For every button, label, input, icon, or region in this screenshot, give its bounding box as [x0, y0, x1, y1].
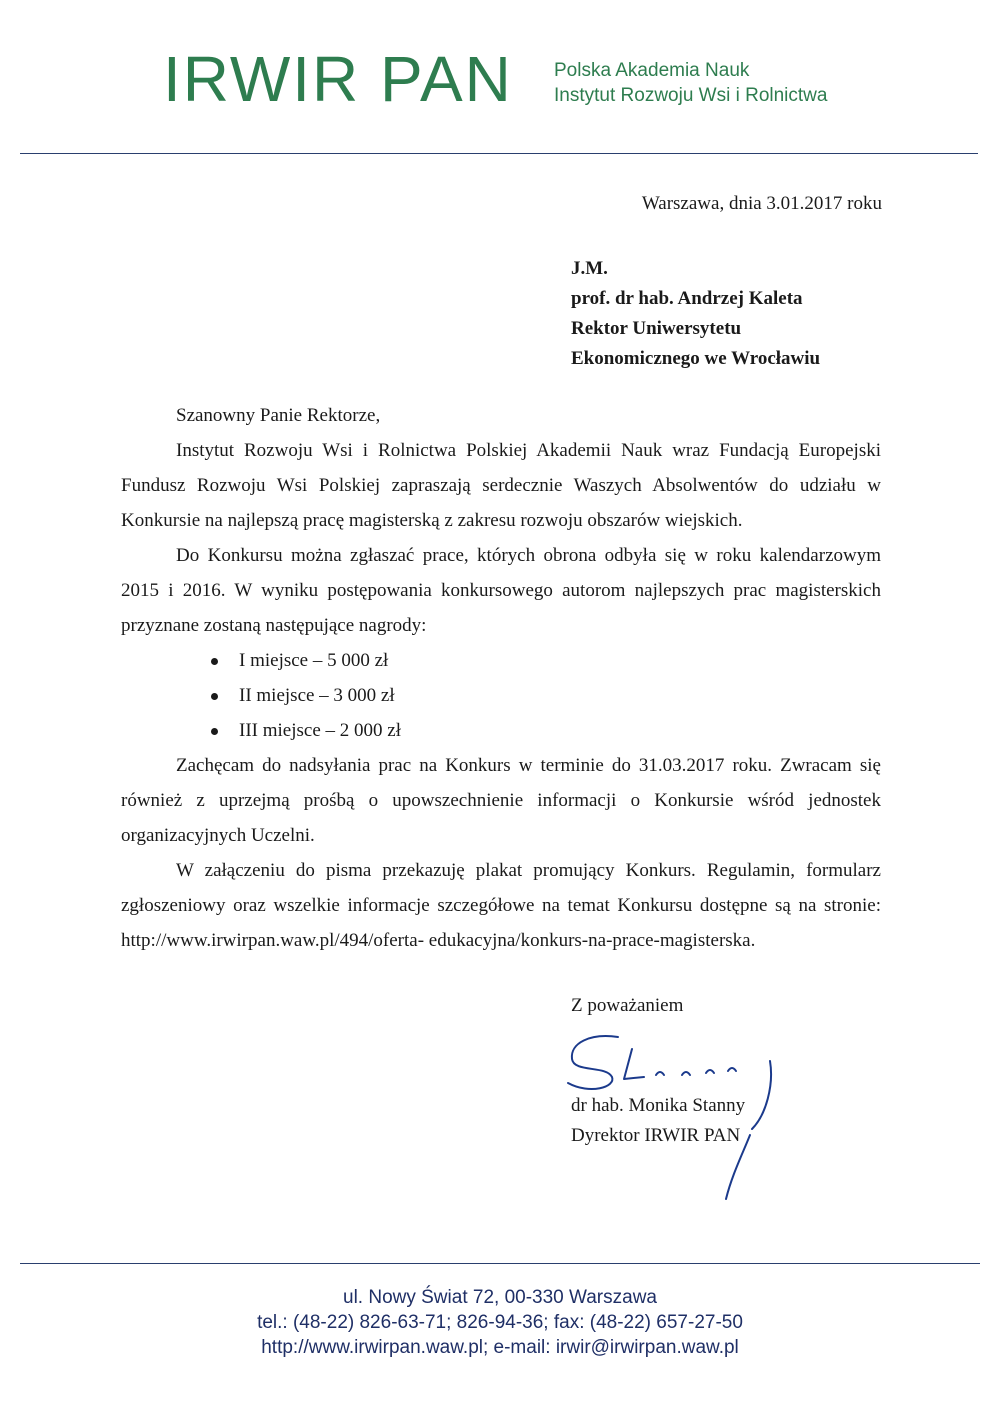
paragraph-deadline: Zachęcam do nadsyłania prac na Konkurs w terminie do 31.03.2017 roku. Zwracam się również z uprzejmą prośbą o upowszechnienie informacji o Konkursie wśród jednostek organizacyjnych Uczelni.	[121, 755, 881, 846]
footer-divider	[20, 1263, 980, 1264]
organization-line-2: Instytut Rozwoju Wsi i Rolnictwa	[554, 85, 828, 106]
prize-second: II miejsce – 3 000 zł	[239, 685, 395, 706]
bullet-icon	[211, 658, 218, 665]
recipient-block	[571, 254, 820, 374]
recipient-line-4: Ekonomicznego we Wrocławiu	[571, 348, 821, 369]
greeting: Szanowny Panie Rektorze,	[176, 405, 381, 426]
bullet-icon	[211, 728, 218, 735]
organization-line-1: Polska Akademia Nauk	[554, 60, 750, 81]
list-item	[211, 643, 881, 678]
footer-contact	[0, 1285, 1000, 1360]
signer-block	[571, 1091, 745, 1151]
prize-third: III miejsce – 2 000 zł	[239, 720, 401, 741]
recipient-line-3: Rektor Uniwersytetu	[571, 318, 742, 339]
footer-phones: tel.: (48-22) 826-63-71; 826-94-36; fax: (48-22) 657-27-50	[257, 1312, 743, 1333]
list-item	[211, 713, 881, 748]
prize-first: I miejsce – 5 000 zł	[239, 650, 389, 671]
letter-date: Warszawa, dnia 3.01.2017 roku	[641, 193, 882, 214]
prize-list	[121, 643, 881, 748]
organization-name	[554, 58, 827, 108]
bullet-icon	[211, 693, 218, 700]
paragraph-eligibility: Do Konkursu można zgłaszać prace, których obrona odbyła się w roku kalendarzowym 2015 i 2016. W wyniku postępowania konkursowego autorom najlepszych prac magisterskich przyznane zostaną następujące nagrody:	[121, 545, 881, 636]
recipient-line-2: prof. dr hab. Andrzej Kaleta	[571, 288, 803, 309]
paragraph-attachment: W załączeniu do pisma przekazuję plakat promujący Konkurs. Regulamin, formularz zgłoszeniowy oraz wszelkie informacje szczegółowe na temat Konkursu dostępne są na stronie: http://www.irwirpan.waw.pl/494/oferta- edukacyjna/konkurs-na-prace-magisterska.	[121, 860, 881, 951]
recipient-line-1: J.M.	[571, 258, 608, 279]
institute-logo: IRWIR PAN	[163, 43, 513, 115]
signer-title: Dyrektor IRWIR PAN	[571, 1125, 741, 1146]
list-item	[211, 678, 881, 713]
signer-name: dr hab. Monika Stanny	[571, 1095, 746, 1116]
footer-address: ul. Nowy Świat 72, 00-330 Warszawa	[343, 1287, 657, 1308]
paragraph-invitation: Instytut Rozwoju Wsi i Rolnictwa Polskiej Akademii Nauk wraz Fundacją Europejski Fundusz Rozwoju Wsi Polskiej zapraszają serdecznie Waszych Absolwentów do udziału w Konkursie na najlepszą pracę magisterską z zakresu rozwoju obszarów wiejskich.	[121, 440, 881, 531]
header-divider	[20, 153, 978, 154]
letter-body	[121, 398, 881, 958]
closing-phrase: Z poważaniem	[571, 995, 684, 1016]
footer-web: http://www.irwirpan.waw.pl; e-mail: irwir@irwirpan.waw.pl	[261, 1337, 739, 1358]
